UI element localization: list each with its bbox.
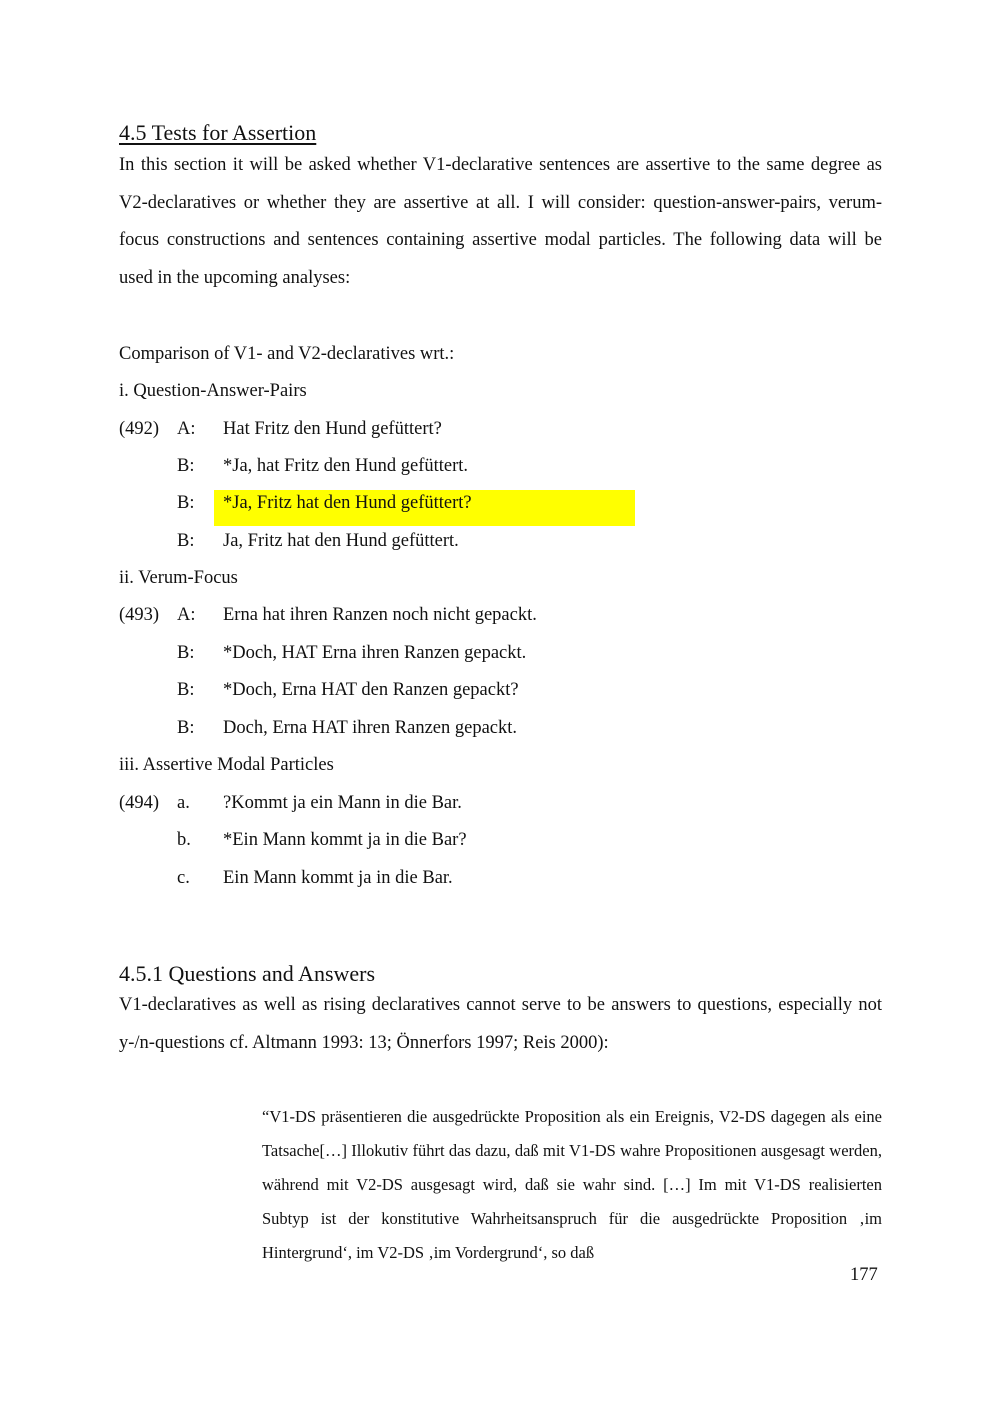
group-heading-verum: ii. Verum-Focus: [119, 568, 238, 588]
example-text: Ein Mann kommt ja in die Bar.: [223, 868, 453, 888]
example-label: B:: [177, 531, 195, 551]
example-text: *Ein Mann kommt ja in die Bar?: [223, 830, 467, 850]
example-text: *Doch, HAT Erna ihren Ranzen gepackt.: [223, 643, 527, 663]
group-heading-modal: iii. Assertive Modal Particles: [119, 755, 334, 775]
example-label: A:: [177, 605, 196, 625]
comparison-title: Comparison of V1- and V2-declaratives wrt.:: [119, 344, 455, 364]
example-label: b.: [177, 830, 191, 850]
group-heading-qa: i. Question-Answer-Pairs: [119, 381, 307, 401]
subsection-heading: 4.5.1 Questions and Answers: [119, 961, 376, 986]
example-label: a.: [177, 793, 190, 813]
example-label: B:: [177, 493, 195, 513]
page-number: 177: [850, 1265, 878, 1285]
example-number-494: (494): [119, 793, 160, 813]
block-quote: “V1-DS präsentieren die ausgedrückte Proposition als ein Ereignis, V2-DS dagegen als eine Tatsache[…] Illokutiv führt das dazu, daß mit V1-DS wahre Propositionen ausgesagt werden, während mit V2-DS ausgesagt wird, daß sie wahr sind. […] Im mit V1-DS realisierten Subtyp ist der konstitutive Wahrheitsanspruch für die ausgedrückte Proposition ‚im Hintergrund‘, im V2-DS ‚im Vordergrund‘, so daß: [262, 1107, 882, 1262]
example-label: A:: [177, 419, 196, 439]
subsection-text: V1-declaratives as well as rising declaratives cannot serve to be answers to questions, especially not y-/n-questions cf. Altmann 1993: 13; Önnerfors 1997; Reis 2000):: [119, 995, 882, 1053]
example-text: Hat Fritz den Hund gefüttert?: [223, 419, 442, 439]
example-text: Erna hat ihren Ranzen noch nicht gepackt.: [223, 605, 537, 625]
example-text-highlighted: *Ja, Fritz hat den Hund gefüttert?: [223, 493, 472, 513]
example-label: B:: [177, 643, 195, 663]
example-text: *Ja, hat Fritz den Hund gefüttert.: [223, 456, 469, 476]
example-label: B:: [177, 680, 195, 700]
example-text: Doch, Erna HAT ihren Ranzen gepackt.: [223, 718, 518, 738]
example-number-492: (492): [119, 419, 160, 439]
example-text: *Doch, Erna HAT den Ranzen gepackt?: [223, 680, 519, 700]
example-label: c.: [177, 868, 190, 888]
example-text: ?Kommt ja ein Mann in die Bar.: [223, 793, 462, 813]
example-number-493: (493): [119, 605, 160, 625]
example-label: B:: [177, 718, 195, 738]
example-text: Ja, Fritz hat den Hund gefüttert.: [223, 531, 459, 551]
example-label: B:: [177, 456, 195, 476]
section-heading: 4.5 Tests for Assertion: [119, 120, 317, 145]
section-intro: In this section it will be asked whether V1-declarative sentences are assertive to the same degree as V2-declaratives or whether they are assertive at all. I will consider: question-answer-pairs, verum-focus constructions and sentences containing assertive modal particles. The following data will be used in the upcoming analyses:: [119, 155, 882, 288]
